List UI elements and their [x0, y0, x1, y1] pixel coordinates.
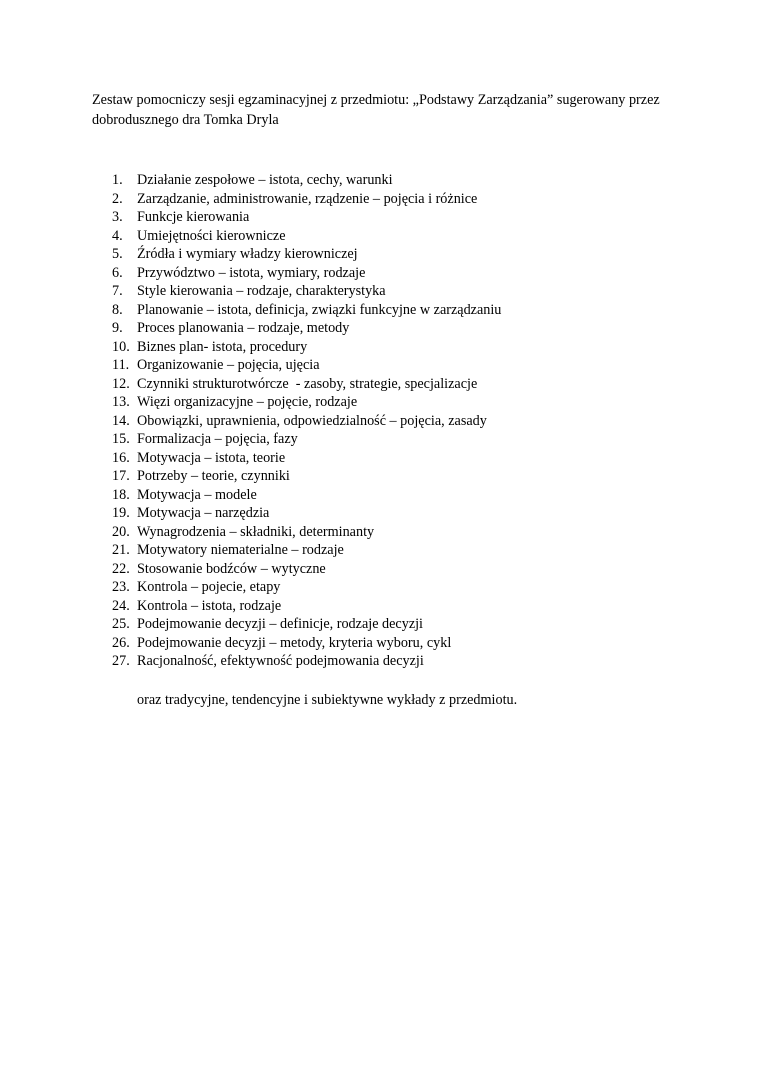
list-item [92, 282, 692, 301]
item-number: 11. [112, 357, 130, 373]
list-item [92, 467, 692, 486]
list-item [92, 560, 692, 579]
item-text: Motywatory niematerialne – rodzaje [137, 542, 344, 558]
list-item [92, 430, 692, 449]
list-item [92, 301, 692, 320]
list-item [92, 264, 692, 283]
list-item [92, 504, 692, 523]
item-number: 23. [112, 579, 130, 595]
item-text: Obowiązki, uprawnienia, odpowiedzialność – pojęcia, zasady [137, 412, 487, 429]
item-text: Racjonalność, efektywność podejmowania decyzji [137, 653, 424, 669]
item-text: Potrzeby – teorie, czynniki [137, 468, 290, 484]
list-item [92, 449, 692, 468]
item-number: 9. [112, 320, 123, 336]
item-text: Zarządzanie, administrowanie, rządzenie – pojęcia i różnice [137, 190, 478, 207]
item-number: 10. [112, 338, 130, 355]
item-number: 15. [112, 431, 130, 447]
topic-list [92, 171, 692, 671]
item-number: 19. [112, 505, 130, 521]
item-text: Umiejętności kierownicze [137, 227, 286, 244]
item-text: Więzi organizacyjne – pojęcie, rodzaje [137, 394, 358, 410]
list-item [92, 615, 692, 634]
item-number: 1. [112, 172, 123, 188]
list-item [92, 375, 692, 394]
item-number: 4. [112, 227, 123, 244]
list-item [92, 171, 692, 190]
item-number: 8. [112, 301, 123, 318]
item-text: Formalizacja – pojęcia, fazy [137, 431, 298, 447]
item-number: 5. [112, 246, 123, 262]
item-text: Motywacja – istota, teorie [137, 449, 286, 466]
item-text: Kontrola – pojecie, etapy [137, 579, 281, 595]
item-number: 21. [112, 542, 130, 558]
item-number: 24. [112, 597, 130, 614]
list-item [92, 486, 692, 505]
item-number: 2. [112, 190, 123, 207]
list-item [92, 227, 692, 246]
item-text: Podejmowanie decyzji – definicje, rodzaje decyzji [137, 616, 423, 632]
item-number: 12. [112, 375, 130, 392]
list-item [92, 578, 692, 597]
item-number: 3. [112, 209, 123, 225]
intro-paragraph: Zestaw pomocniczy sesji egzaminacyjnej z przedmiotu: „Podstawy Zarządzania” sugerowany przez dobrodusznego dra Tomka Dryla [92, 92, 660, 128]
item-number: 16. [112, 449, 130, 466]
item-text: Motywacja – modele [137, 486, 257, 503]
item-number: 13. [112, 394, 130, 410]
item-number: 18. [112, 486, 130, 503]
closing-paragraph: oraz tradycyjne, tendencyjne i subiektywne wykłady z przedmiotu. [137, 692, 518, 708]
item-text: Czynniki strukturotwórcze - zasoby, strategie, specjalizacje [137, 375, 478, 392]
item-text: Przywództwo – istota, wymiary, rodzaje [137, 264, 366, 281]
item-text: Podejmowanie decyzji – metody, kryteria wyboru, cykl [137, 634, 452, 651]
list-item [92, 412, 692, 431]
item-number: 6. [112, 264, 123, 281]
item-text: Wynagrodzenia – składniki, determinanty [137, 523, 375, 540]
list-item [92, 208, 692, 227]
item-text: Funkcje kierowania [137, 209, 250, 225]
item-text: Źródła i wymiary władzy kierowniczej [137, 246, 358, 262]
item-text: Stosowanie bodźców – wytyczne [137, 560, 326, 577]
item-number: 7. [112, 283, 123, 299]
item-text: Motywacja – narzędzia [137, 505, 270, 521]
list-item [92, 190, 692, 209]
item-text: Proces planowania – rodzaje, metody [137, 320, 350, 336]
item-text: Działanie zespołowe – istota, cechy, warunki [137, 172, 393, 188]
item-number: 22. [112, 560, 130, 577]
item-text: Organizowanie – pojęcia, ujęcia [137, 357, 320, 373]
list-item [92, 652, 692, 671]
item-text: Kontrola – istota, rodzaje [137, 597, 282, 614]
item-text: Biznes plan- istota, procedury [137, 338, 308, 355]
item-number: 17. [112, 468, 130, 484]
list-item [92, 356, 692, 375]
item-number: 26. [112, 634, 130, 651]
list-item [92, 634, 692, 653]
item-text: Planowanie – istota, definicja, związki funkcyjne w zarządzaniu [137, 301, 502, 318]
list-item [92, 523, 692, 542]
list-item [92, 338, 692, 357]
item-number: 20. [112, 523, 130, 540]
list-item [92, 319, 692, 338]
list-item [92, 541, 692, 560]
item-number: 14. [112, 412, 130, 429]
list-item [92, 597, 692, 616]
list-item [92, 245, 692, 264]
item-number: 27. [112, 653, 130, 669]
item-number: 25. [112, 616, 130, 632]
item-text: Style kierowania – rodzaje, charakterystyka [137, 283, 386, 299]
list-item [92, 393, 692, 412]
